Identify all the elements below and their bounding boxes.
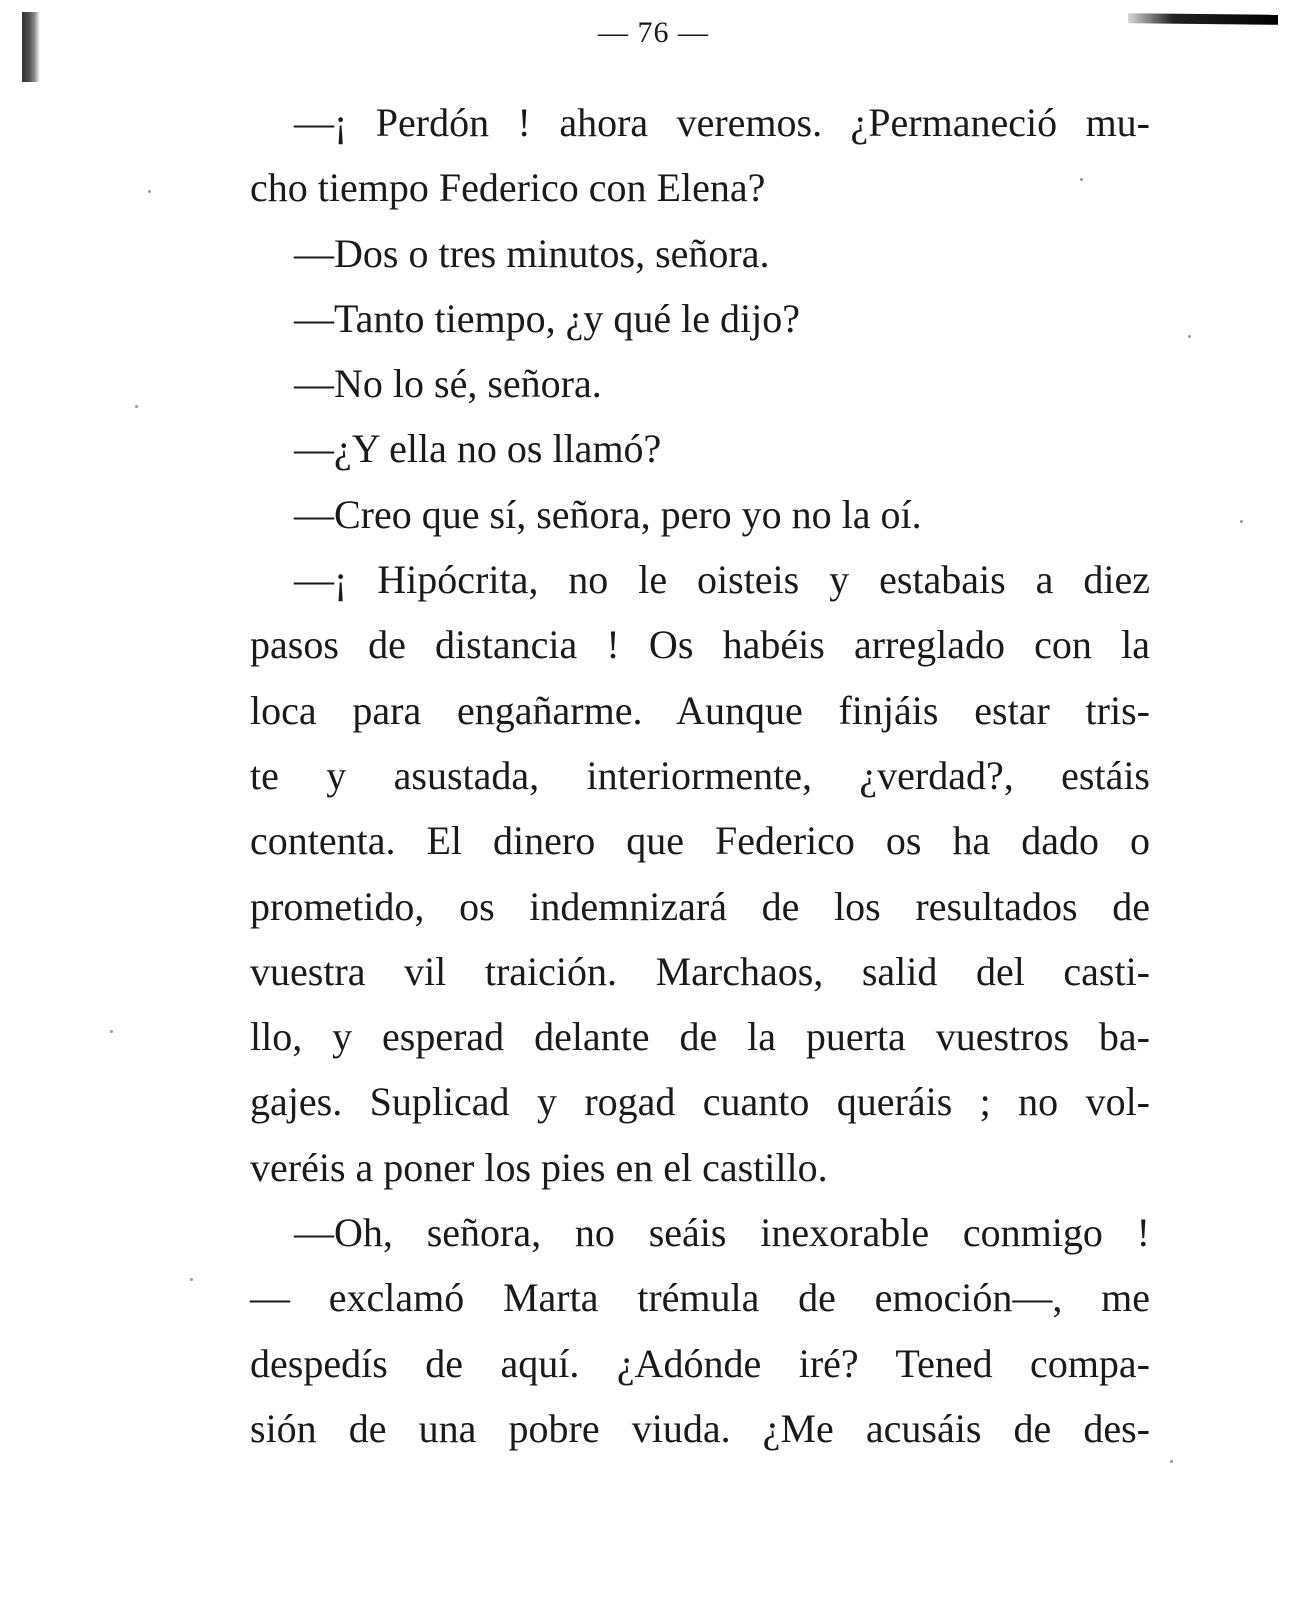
text-line: te y asustada, interiormente, ¿verdad?, estáis <box>250 752 1150 798</box>
scan-speck <box>1170 1460 1173 1463</box>
text-line: loca para engañarme. Aunque finjáis estar tris- <box>250 687 1150 733</box>
text-line: —Creo que sí, señora, pero yo no la oí. <box>294 491 922 537</box>
scan-speck <box>1080 178 1083 181</box>
text-line: gajes. Suplicad y rogad cuanto queráis ; no vol- <box>250 1079 1150 1125</box>
scan-speck <box>190 1278 193 1281</box>
text-line: —¡ Perdón ! ahora veremos. ¿Permaneció mu- <box>294 100 1150 145</box>
text-line: sión de una pobre viuda. ¿Me acusáis de des- <box>250 1405 1150 1451</box>
text-line: llo, y esperad delante de la puerta vuestros ba- <box>250 1014 1150 1060</box>
scan-speck <box>148 190 151 193</box>
text-line: —Tanto tiempo, ¿y qué le dijo? <box>294 295 800 341</box>
text-line: —No lo sé, señora. <box>294 361 602 407</box>
scan-speck <box>1188 335 1191 338</box>
scan-speck <box>1240 520 1243 523</box>
scan-speck <box>110 1030 113 1033</box>
text-line: —¿Y ella no os llamó? <box>294 426 662 472</box>
text-line: prometido, os indemnizará de los resultados de <box>250 883 1150 929</box>
page-number: — 76 — <box>598 16 709 49</box>
text-line: veréis a poner los pies en el castillo. <box>250 1144 828 1190</box>
text-line: cho tiempo Federico con Elena? <box>250 165 766 211</box>
text-line: contenta. El dinero que Federico os ha dado o <box>250 818 1150 864</box>
text-line: —Dos o tres minutos, señora. <box>294 230 770 276</box>
text-line: —Oh, señora, no seáis inexorable conmigo ! <box>294 1210 1150 1256</box>
text-line: —¡ Hipócrita, no le oisteis y estabais a diez <box>294 557 1150 603</box>
scan-speck <box>135 405 138 408</box>
text-line: despedís de aquí. ¿Adónde iré? Tened compa- <box>250 1340 1150 1386</box>
text-line: pasos de distancia ! Os habéis arreglado con la <box>250 622 1150 668</box>
body-text <box>250 90 1150 1461</box>
text-line: vuestra vil traición. Marchaos, salid del casti- <box>250 948 1150 994</box>
text-line: — exclamó Marta trémula de emoción—, me <box>250 1275 1150 1321</box>
